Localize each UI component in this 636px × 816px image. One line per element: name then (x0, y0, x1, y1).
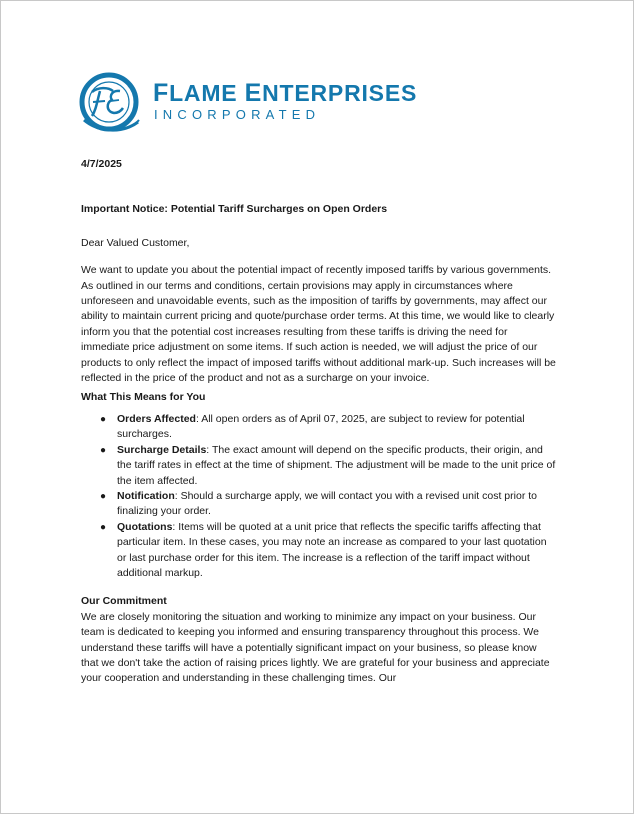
bullet-label: Orders Affected (117, 412, 196, 425)
bullet-label: Surcharge Details (117, 443, 207, 456)
bullet-icon: ● (100, 444, 107, 456)
list-item (100, 412, 556, 443)
letter-body (81, 157, 556, 687)
list-item (100, 443, 556, 489)
bullet-label: Quotations (117, 520, 173, 533)
company-logo-icon (78, 70, 142, 134)
letter-greeting: Dear Valued Customer, (81, 236, 190, 249)
section-heading: What This Means for You (81, 391, 206, 404)
commitment-heading: Our Commitment (81, 595, 167, 608)
bullet-icon: ● (100, 413, 107, 425)
bullet-icon: ● (100, 521, 107, 533)
company-subtitle: INCORPORATED (154, 107, 321, 122)
bullet-text: : Should a surcharge apply, we will contact you with a revised unit cost prior to finalizing your order. (117, 489, 537, 518)
bullet-text: : The exact amount will depend on the specific products, their origin, and the tariff rates in effect at the time of shipment. The adjustment will be made to the unit price of the item affected. (117, 443, 556, 487)
letter-subject: Important Notice: Potential Tariff Surcharges on Open Orders (81, 203, 388, 216)
letter-date: 4/7/2025 (81, 158, 122, 170)
company-name: FLAME ENTERPRISES (153, 79, 418, 107)
list-item (100, 489, 556, 520)
intro-paragraph: We want to update you about the potential impact of recently imposed tariffs by various governments. As outlined in our terms and conditions, certain provisions may apply in circumstances where unforeseen and unavoidable events, such as the imposition of tariffs by governments, may affect our ability to maintain current pricing and quote/purchase order terms. At this time, we would like to clearly inform you that the potential cost increases resulting from these tariffs is driving the need for immediate price adjustment on some items. If such action is needed, we will adjust the price of our products to only reflect the impact of imposed tariffs without additional mark-up. Such increases will be reflected in the price of the product and not as a surcharge on your invoice. (81, 264, 556, 385)
list-item (100, 520, 556, 582)
commitment-paragraph: We are closely monitoring the situation and working to minimize any impact on your business. Our team is dedicated to keeping you informed and ensuring transparency throughout this process. We understand these tariffs will have a potentially significant impact on your business, so please know that we don't take the action of raising prices lightly. We are grateful for your business and appreciate your cooperation and understanding in these challenging times. Our (81, 610, 550, 685)
bullet-text: : Items will be quoted at a unit price that reflects the specific tariffs affecting that particular item. In these cases, you may note an increase as compared to your last quotation or last purchase order for this item. The increase is a reflection of the tariff impact without additional markup. (117, 520, 547, 579)
bullet-text: : All open orders as of April 07, 2025, are subject to review for potential surcharges. (117, 412, 525, 441)
bullet-list (81, 412, 556, 581)
bullet-label: Notification (117, 489, 175, 502)
bullet-icon: ● (100, 490, 107, 502)
